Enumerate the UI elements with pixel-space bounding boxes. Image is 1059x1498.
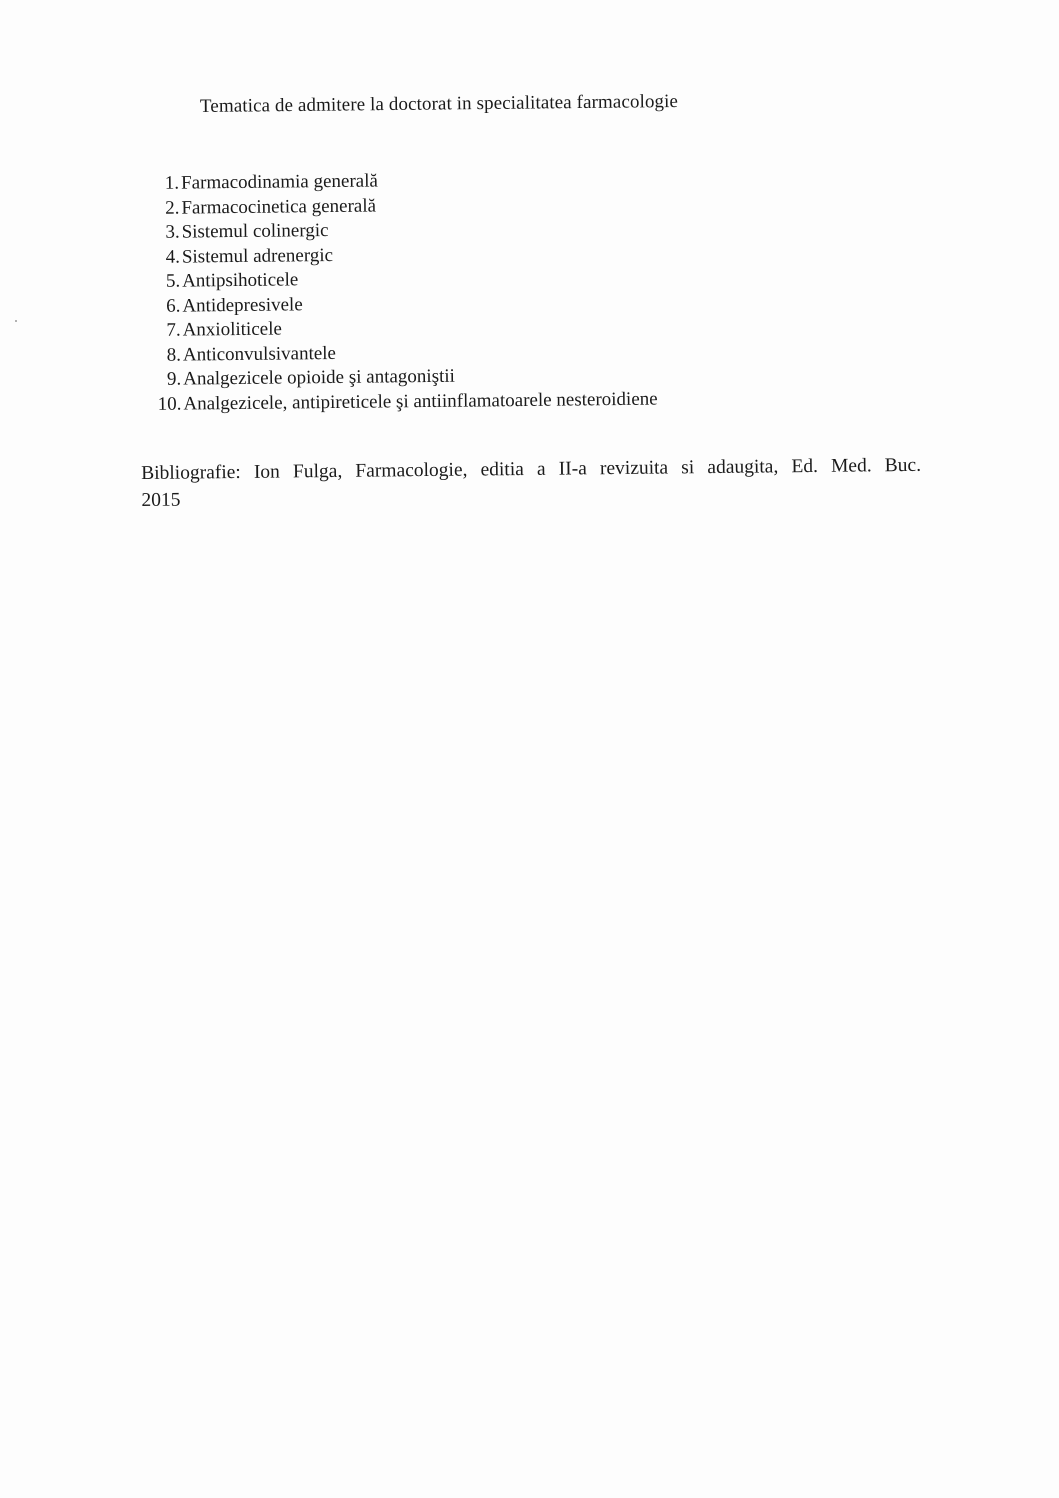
list-item-number: 10. (157, 393, 182, 415)
document-title: Tematica de admitere la doctorat in specialitatea farmacologie (199, 90, 679, 117)
list-item-text: Analgezicele, antipireticele şi antiinflamatoarele nesteroidiene (183, 388, 658, 415)
list-item-text: Anxioliticele (182, 318, 282, 341)
list-item (142, 387, 657, 417)
bibliography-word: Farmacologie, (355, 459, 468, 482)
bibliography-word: a (536, 458, 546, 480)
bibliography (141, 452, 922, 514)
list-item-number: 2. (165, 197, 180, 219)
list-item-number: 7. (166, 319, 181, 341)
bibliography-word: Ion (253, 461, 280, 483)
topics-list (140, 167, 658, 417)
bibliography-word: si (681, 457, 695, 479)
bibliography-year: 2015 (141, 489, 181, 511)
list-item-number: 5. (165, 270, 181, 292)
list-item-number: 9. (166, 368, 182, 390)
bibliography-word: adaugita, (707, 456, 779, 479)
bibliography-word: II-a (558, 458, 587, 480)
list-item-number: 6. (166, 295, 181, 317)
list-item-text: Antidepresivele (182, 293, 303, 317)
list-item-number: 3. (165, 221, 180, 243)
bibliography-word: revizuita (599, 457, 669, 480)
list-item-text: Sistemul colinergic (181, 220, 329, 243)
scan-speck (15, 320, 17, 322)
list-item-number: 4. (165, 246, 180, 268)
list-item-text: Sistemul adrenergic (181, 244, 334, 268)
bibliography-word: Fulga, (292, 460, 343, 483)
list-item-text: Antipsihoticele (182, 269, 299, 292)
list-item-text: Farmacocinetica generală (181, 195, 377, 219)
bibliography-word: Med. (830, 455, 872, 477)
list-item-number: 8. (166, 344, 182, 366)
list-item-text: Analgezicele opioide şi antagoniştii (183, 365, 456, 390)
list-item-text: Anticonvulsivantele (182, 342, 337, 366)
bibliography-word: Bibliografie: (141, 461, 241, 484)
list-item-text: Farmacodinamia generală (181, 170, 378, 194)
bibliography-word: Buc. (884, 454, 922, 477)
bibliography-word: Ed. (791, 455, 819, 478)
list-item-number: 1. (164, 172, 180, 194)
bibliography-word: editia (480, 458, 524, 481)
